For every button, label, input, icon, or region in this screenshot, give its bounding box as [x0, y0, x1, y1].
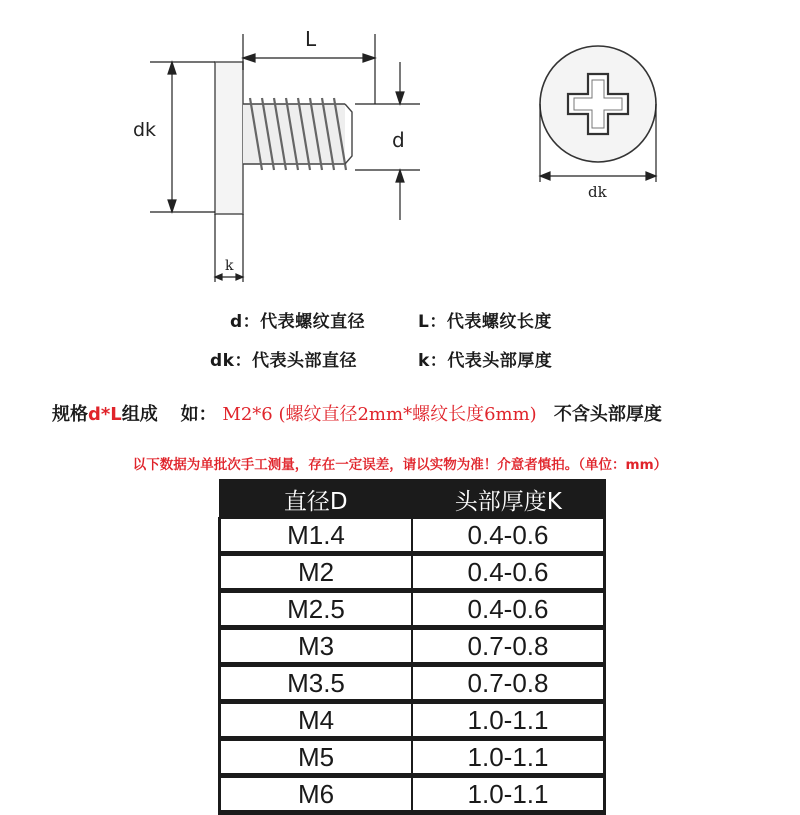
cell-diameter: M2: [220, 554, 413, 591]
cell-thickness: 1.0-1.1: [412, 776, 605, 813]
screw-thread: [243, 98, 352, 170]
spec-line: [52, 400, 662, 426]
cell-thickness: 0.4-0.6: [412, 591, 605, 628]
cell-thickness: 0.4-0.6: [412, 518, 605, 554]
table-header-row: [220, 480, 605, 518]
label-k: k: [225, 258, 234, 274]
table-row: [220, 665, 605, 702]
label-L: L: [305, 27, 317, 51]
table-row: [220, 628, 605, 665]
cell-diameter: M5: [220, 739, 413, 776]
legend-d: [230, 307, 365, 332]
spec-suffix: 组成: [121, 404, 158, 425]
table-row: [220, 776, 605, 813]
legend-dk-text: 代表头部直径: [251, 351, 357, 371]
table-row: [220, 518, 605, 554]
legend-dk-key: dk：: [210, 351, 252, 371]
legend-dk: [210, 346, 357, 371]
screw-diagram: [0, 0, 800, 300]
cell-diameter: M2.5: [220, 591, 413, 628]
cell-thickness: 1.0-1.1: [412, 702, 605, 739]
legend-d-key: d：: [230, 312, 261, 332]
measurement-notice: 以下数据为单批次手工测量，存在一定误差，请以实物为准！介意者慎拍。（单位：mm）: [132, 457, 668, 473]
table-row: [220, 739, 605, 776]
spec-table: [218, 479, 606, 815]
spec-prefix: 规格: [52, 404, 88, 425]
spec-note: 不含头部厚度: [553, 404, 662, 425]
cell-thickness: 1.0-1.1: [412, 739, 605, 776]
spec-example-prefix: 如：: [180, 404, 217, 425]
spec-formula: d*L: [88, 404, 122, 425]
legend-k-text: 代表头部厚度: [447, 351, 553, 371]
screw-head-side: [215, 62, 243, 214]
legend-L-text: 代表螺纹长度: [446, 312, 552, 332]
cell-diameter: M6: [220, 776, 413, 813]
label-dk-side: dk: [133, 119, 157, 141]
cell-diameter: M3.5: [220, 665, 413, 702]
cell-diameter: M3: [220, 628, 413, 665]
legend-k: [418, 346, 552, 371]
table-row: [220, 591, 605, 628]
legend-L: [418, 307, 552, 332]
cell-diameter: M1.4: [220, 518, 413, 554]
cell-diameter: M4: [220, 702, 413, 739]
label-d: d: [392, 128, 405, 152]
legend-L-key: L：: [418, 312, 447, 332]
screw-drawing: [0, 0, 800, 300]
dimension-d: [355, 62, 420, 220]
screw-head-top: [540, 46, 656, 162]
cell-thickness: 0.4-0.6: [412, 554, 605, 591]
cell-thickness: 0.7-0.8: [412, 665, 605, 702]
legend-d-text: 代表螺纹直径: [260, 312, 366, 332]
table-row: [220, 554, 605, 591]
dimension-dk-side: [150, 62, 215, 212]
header-head-thickness: 头部厚度K: [412, 480, 605, 518]
spec-example: M2*6 (螺纹直径2mm*螺纹长度6mm): [222, 404, 537, 425]
table-row: [220, 702, 605, 739]
header-diameter: 直径D: [220, 480, 413, 518]
legend-k-key: k：: [418, 351, 448, 371]
cell-thickness: 0.7-0.8: [412, 628, 605, 665]
label-dk-top: dk: [588, 183, 607, 201]
